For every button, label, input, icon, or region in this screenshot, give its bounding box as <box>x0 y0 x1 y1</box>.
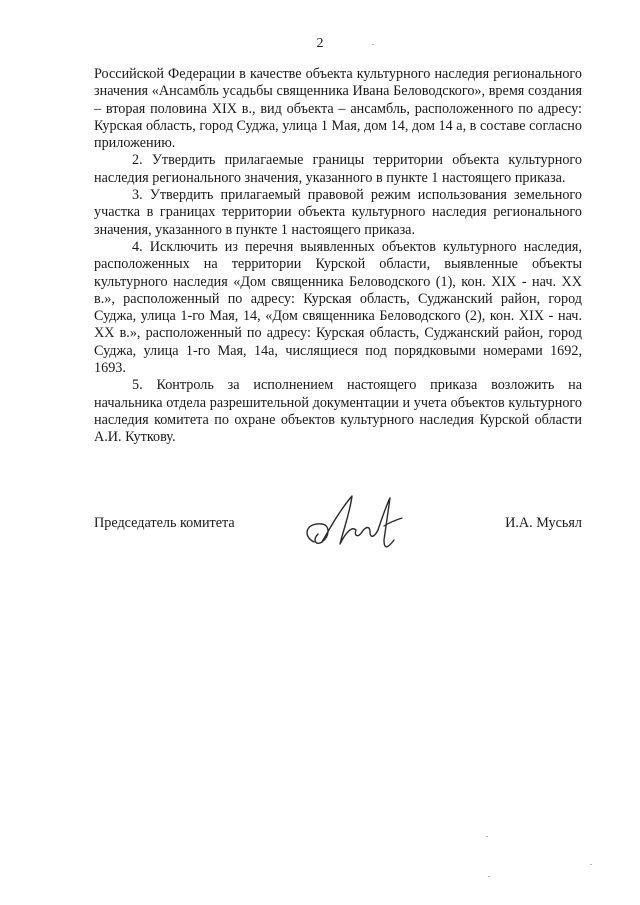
scan-speck <box>488 876 490 877</box>
paragraph-intro-continuation: Российской Федерации в качестве объекта культурного наследия регионального значения «Ансамбль усадьбы священника Ивана Беловодского», время создания – вторая половина XIX в., вид объекта – ансамбль, расположенного по адресу: Курская область, город Суджа, улица 1 Мая, дом 14, дом 14 а, в составе согласно приложению. <box>94 66 582 152</box>
signatory-name: И.А. Мусьял <box>505 515 582 531</box>
paragraph-item-5: 5. Контроль за исполнением настоящего приказа возложить на начальника отдела разрешительной документации и учета объектов культурного наследия комитета по охране объектов культурного наследия Курской области А.И. Куткову. <box>94 377 582 446</box>
paragraph-item-3: 3. Утвердить прилагаемый правовой режим использования земельного участка в границах территории объекта культурного наследия регионального значения, указанного в пункте 1 настоящего приказа. <box>94 187 582 238</box>
paragraph-item-4: 4. Исключить из перечня выявленных объектов культурного наследия, расположенных на территории Курской области, выявленные объекты культурного наследия «Дом священника Беловодского (1), кон. XIX - нач. XX в.», расположенный по адресу: Курская область, Суджанский район, город Суджа, улица 1-го Мая, 14, «Дом священника Беловодского (2), кон. XIX - нач. XX в.», расположенный по адресу: Курская область, Суджанский район, город Суджа, улица 1-го Мая, 14а, числящиеся под порядковыми номерами 1692, 1693. <box>94 238 582 377</box>
handwritten-signature <box>300 488 410 570</box>
signatory-title: Председатель комитета <box>94 515 235 531</box>
paragraph-item-2: 2. Утвердить прилагаемые границы территории объекта культурного наследия регионального значения, указанного в пункте 1 настоящего приказа. <box>94 152 582 186</box>
scan-speck <box>590 864 592 865</box>
page-number: 2 <box>316 36 324 51</box>
document-body <box>94 66 582 447</box>
signature-block <box>94 510 582 570</box>
scan-speck <box>372 44 374 45</box>
scan-speck <box>486 836 488 837</box>
